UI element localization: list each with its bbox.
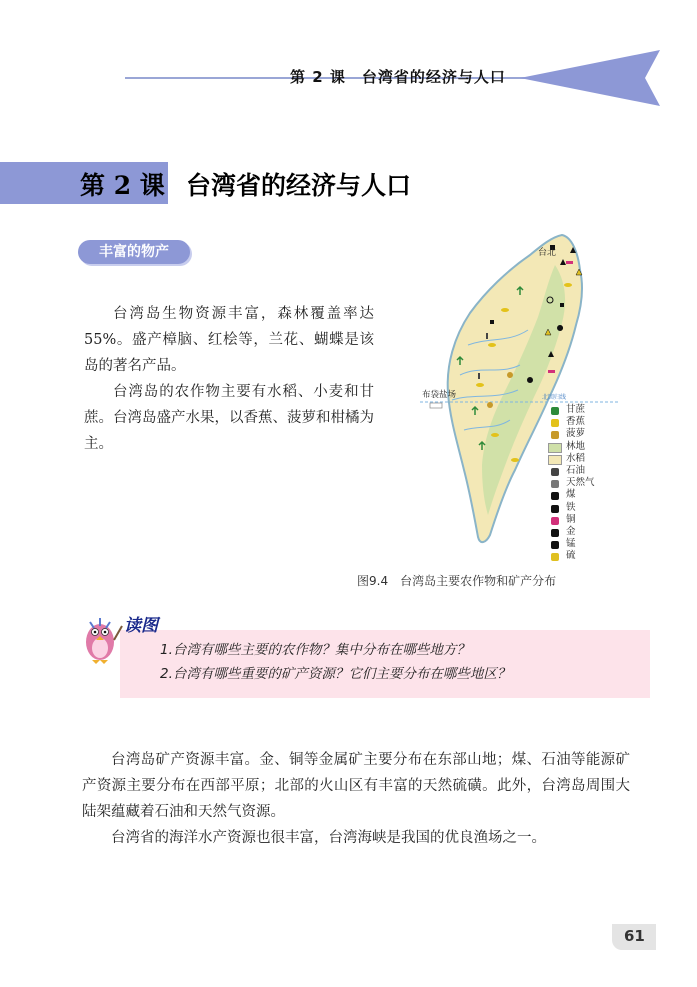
- map-legend: [548, 405, 628, 563]
- page-number: 61: [624, 927, 645, 945]
- gold-icon: [548, 528, 562, 538]
- legend-label: 天然气: [566, 477, 595, 489]
- legend-label: 金: [566, 525, 576, 537]
- legend-label: 水稻: [566, 452, 586, 464]
- legend-row: [548, 405, 628, 417]
- legend-row: [548, 429, 628, 441]
- rice-swatch: [548, 455, 562, 465]
- reading-label: 读图: [124, 616, 158, 636]
- iron-icon: [548, 504, 562, 514]
- legend-label: 硫: [566, 550, 576, 562]
- body-text: [82, 747, 630, 851]
- intro-paragraph: 台湾岛的农作物主要有水稻、小麦和甘蔗。台湾岛盛产水果，以香蕉、菠萝和柑橘为主。: [84, 384, 374, 452]
- reading-question: 2.台湾有哪些重要的矿产资源？它们主要分布在哪些地区？: [160, 666, 511, 682]
- sugarcane-icon: [548, 406, 562, 416]
- legend-row: [548, 527, 628, 539]
- legend-label: 铁: [566, 501, 576, 513]
- manganese-icon: [548, 540, 562, 550]
- intro-text: [84, 301, 374, 457]
- legend-label: 林地: [566, 440, 586, 452]
- salt-field-label: 布袋盐场: [422, 390, 457, 400]
- tropic-label: 北回归线: [542, 394, 567, 401]
- figure-caption: 图9.4 台湾岛主要农作物和矿产分布: [357, 574, 557, 588]
- parrot-mascot-icon: [76, 610, 126, 670]
- coal-icon: [548, 491, 562, 501]
- legend-row: [548, 503, 628, 515]
- oil-icon: [548, 467, 562, 477]
- header-wedge-decoration: [520, 48, 670, 108]
- legend-row: [548, 515, 628, 527]
- legend-label: 锰: [566, 538, 576, 550]
- legend-row: [548, 490, 628, 502]
- forest-swatch: [548, 443, 562, 453]
- gas-icon: [548, 479, 562, 489]
- legend-row: [548, 442, 628, 454]
- body-paragraph: 台湾省的海洋水产资源也很丰富，台湾海峡是我国的优良渔场之一。: [111, 830, 546, 846]
- copper-icon: [548, 516, 562, 526]
- sulfur-icon: [548, 552, 562, 562]
- taipei-label: 台北: [538, 248, 557, 258]
- legend-row: [548, 478, 628, 490]
- legend-label: 煤: [566, 489, 576, 501]
- reading-questions: [160, 638, 510, 686]
- legend-row: [548, 539, 628, 551]
- banana-icon: [548, 418, 562, 428]
- legend-label: 香蕉: [566, 416, 586, 428]
- intro-paragraph: 台湾岛生物资源丰富，森林覆盖率达55%。盛产樟脑、红桧等，兰花、蝴蝶是该岛的著名产品。: [84, 306, 374, 374]
- section-tag: [78, 240, 190, 264]
- legend-label: 甘蔗: [566, 404, 586, 415]
- lesson-title: 台湾省的经济与人口: [186, 171, 412, 200]
- legend-label: 铜: [566, 513, 576, 525]
- legend-row: [548, 551, 628, 563]
- legend-row: [548, 454, 628, 466]
- body-paragraph: 台湾岛矿产资源丰富。金、铜等金属矿主要分布在东部山地；煤、石油等能源矿产资源主要分布在西部平原；北部的火山区有丰富的天然硫磺。此外，台湾岛周围大陆架蕴藏着石油和天然气资源。: [82, 752, 630, 820]
- lesson-number: 第 2 课: [80, 171, 165, 200]
- legend-row: [548, 417, 628, 429]
- legend-label: 石油: [566, 464, 586, 476]
- running-header-title: 第 2 课 台湾省的经济与人口: [290, 68, 506, 86]
- salt-field-marker: [430, 403, 442, 408]
- pineapple-icon: [548, 430, 562, 440]
- legend-label: 菠萝: [566, 428, 586, 440]
- reading-question: 1.台湾有哪些主要的农作物？集中分布在哪些地方？: [160, 642, 470, 658]
- section-title: 丰富的物产: [99, 244, 169, 260]
